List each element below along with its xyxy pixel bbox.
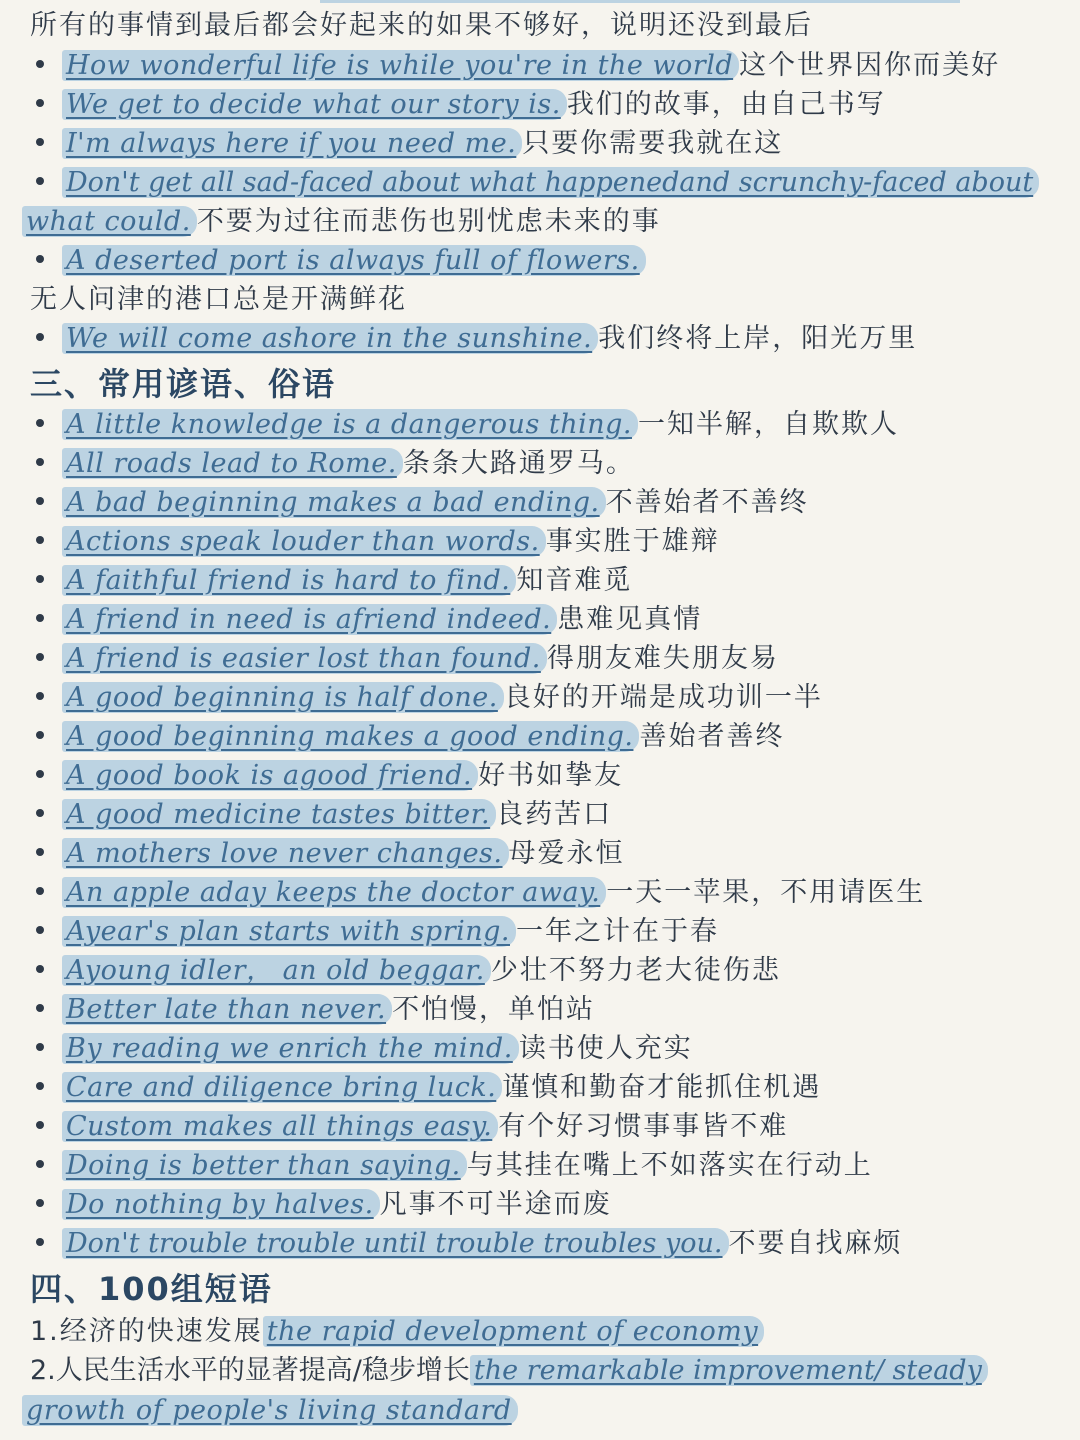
proverb-cn: 一知半解，自欺欺人 bbox=[638, 409, 900, 440]
quote-item bbox=[30, 126, 1060, 162]
proverb-item bbox=[30, 446, 1060, 482]
quote-item bbox=[30, 243, 1060, 279]
proverb-cn: 不善始者不善终 bbox=[605, 487, 809, 518]
phrase-item-continued bbox=[22, 1393, 1060, 1429]
phrase-en: the rapid development of economy bbox=[263, 1316, 764, 1347]
proverb-cn: 少壮不努力老大徒伤悲 bbox=[490, 955, 781, 986]
section-heading: 三、常用谚语、俗语 bbox=[30, 365, 337, 403]
bullet-icon bbox=[36, 138, 44, 146]
proverb-en: A good medicine tastes bitter. bbox=[62, 799, 496, 830]
proverb-cn: 知音难觅 bbox=[516, 565, 633, 596]
bullet-icon bbox=[36, 333, 44, 341]
phrase-en: the remarkable improvement/ steady bbox=[470, 1355, 988, 1386]
proverb-item bbox=[30, 1031, 1060, 1067]
proverb-cn: 得朋友难失朋友易 bbox=[546, 643, 779, 674]
proverb-en: Ayear's plan starts with spring. bbox=[62, 916, 516, 947]
phrase-item bbox=[30, 1314, 1060, 1350]
quote-en: Don't get all sad-faced about what happenedand scrunchy-faced about bbox=[62, 167, 1039, 198]
proverb-item bbox=[30, 1226, 1060, 1262]
bullet-icon bbox=[36, 458, 44, 466]
highlight-strip bbox=[320, 0, 960, 3]
proverb-item bbox=[30, 524, 1060, 560]
quote-item bbox=[30, 165, 1060, 201]
phrase-cn: 2.人民生活水平的显著提高/稳步增长 bbox=[30, 1355, 470, 1386]
proverb-en: A good beginning makes a good ending. bbox=[62, 721, 639, 752]
proverb-item bbox=[30, 836, 1060, 872]
proverb-item bbox=[30, 680, 1060, 716]
bullet-icon bbox=[36, 497, 44, 505]
proverb-en: Doing is better than saying. bbox=[62, 1150, 467, 1181]
bullet-icon bbox=[36, 965, 44, 973]
proverb-item bbox=[30, 797, 1060, 833]
proverb-cn: 不怕慢，单怕站 bbox=[392, 994, 596, 1025]
proverb-cn: 好书如挚友 bbox=[478, 760, 624, 791]
proverb-cn: 事实胜于雄辩 bbox=[545, 526, 720, 557]
proverb-cn: 母爱永恒 bbox=[508, 838, 625, 869]
proverb-cn: 善始者善终 bbox=[639, 721, 785, 752]
quote-en: We get to decide what our story is. bbox=[62, 89, 567, 120]
bullet-icon bbox=[36, 926, 44, 934]
quote-item bbox=[30, 48, 1060, 84]
bullet-icon bbox=[36, 99, 44, 107]
phrase-en: growth of people's living standard bbox=[22, 1395, 518, 1426]
proverb-en: Don't trouble trouble until trouble troubles you. bbox=[62, 1228, 729, 1259]
bullet-icon bbox=[36, 1238, 44, 1246]
quote-en: what could. bbox=[22, 206, 197, 237]
section-heading: 四、100组短语 bbox=[30, 1270, 273, 1308]
bullet-icon bbox=[36, 653, 44, 661]
proverb-item bbox=[30, 563, 1060, 599]
quote-item-continued bbox=[30, 282, 1060, 318]
proverb-cn: 不要自找麻烦 bbox=[728, 1228, 903, 1259]
bullet-icon bbox=[36, 692, 44, 700]
proverb-en: A little knowledge is a dangerous thing. bbox=[62, 409, 638, 440]
bullet-icon bbox=[36, 770, 44, 778]
intro-text: 所有的事情到最后都会好起来的如果不够好，说明还没到最后 bbox=[30, 10, 813, 41]
quote-en: How wonderful life is while you're in the world bbox=[62, 50, 739, 81]
phrase-item bbox=[30, 1353, 1060, 1389]
proverb-en: By reading we enrich the mind. bbox=[62, 1033, 519, 1064]
bullet-icon bbox=[36, 419, 44, 427]
proverb-en: Better late than never. bbox=[62, 994, 392, 1025]
proverb-en: A faithful friend is hard to find. bbox=[62, 565, 516, 596]
quote-cn: 我们的故事，由自己书写 bbox=[566, 89, 886, 120]
proverb-en: A friend in need is afriend indeed. bbox=[62, 604, 557, 635]
proverb-item bbox=[30, 719, 1060, 755]
bullet-icon bbox=[36, 731, 44, 739]
proverb-cn: 谨慎和勤奋才能抓住机遇 bbox=[502, 1072, 822, 1103]
quote-item bbox=[30, 87, 1060, 123]
quote-item bbox=[30, 321, 1060, 357]
quote-item-continued bbox=[22, 204, 1060, 240]
bullet-icon bbox=[36, 809, 44, 817]
proverb-item bbox=[30, 1109, 1060, 1145]
bullet-icon bbox=[36, 1004, 44, 1012]
proverb-cn: 与其挂在嘴上不如落实在行动上 bbox=[466, 1150, 873, 1181]
quote-en: I'm always here if you need me. bbox=[62, 128, 522, 159]
bullet-icon bbox=[36, 60, 44, 68]
proverb-en: Ayoung idler， an old beggar. bbox=[62, 955, 491, 986]
proverb-cn: 良药苦口 bbox=[496, 799, 613, 830]
proverb-en: A mothers love never changes. bbox=[62, 838, 509, 869]
proverb-en: A good beginning is half done. bbox=[62, 682, 504, 713]
bullet-icon bbox=[36, 1043, 44, 1051]
proverb-cn: 读书使人充实 bbox=[518, 1033, 693, 1064]
proverb-en: Do nothing by halves. bbox=[62, 1189, 380, 1220]
phrase-cn: 1.经济的快速发展 bbox=[30, 1316, 263, 1347]
bullet-icon bbox=[36, 1160, 44, 1168]
proverb-en: An apple aday keeps the doctor away. bbox=[62, 877, 606, 908]
bullet-icon bbox=[36, 887, 44, 895]
quote-en: We will come ashore in the sunshine. bbox=[62, 323, 598, 354]
intro-line bbox=[30, 8, 1060, 44]
proverb-cn: 患难见真情 bbox=[557, 604, 703, 635]
proverb-item bbox=[30, 875, 1060, 911]
bullet-icon bbox=[36, 177, 44, 185]
quote-cn: 这个世界因你而美好 bbox=[739, 50, 1001, 81]
proverb-cn: 一天一苹果，不用请医生 bbox=[606, 877, 926, 908]
bullet-icon bbox=[36, 1121, 44, 1129]
proverb-item bbox=[30, 407, 1060, 443]
proverb-en: Actions speak louder than words. bbox=[62, 526, 546, 557]
proverb-item bbox=[30, 953, 1060, 989]
proverb-item bbox=[30, 1187, 1060, 1223]
proverb-item bbox=[30, 1148, 1060, 1184]
proverb-item bbox=[30, 641, 1060, 677]
bullet-icon bbox=[36, 255, 44, 263]
bullet-icon bbox=[36, 614, 44, 622]
bullet-icon bbox=[36, 536, 44, 544]
proverb-item bbox=[30, 1070, 1060, 1106]
proverb-en: A good book is agood friend. bbox=[62, 760, 478, 791]
proverb-cn: 有个好习惯事事皆不难 bbox=[498, 1111, 789, 1142]
proverb-en: Care and diligence bring luck. bbox=[62, 1072, 502, 1103]
proverb-item bbox=[30, 992, 1060, 1028]
proverb-item bbox=[30, 914, 1060, 950]
proverb-item bbox=[30, 602, 1060, 638]
bullet-icon bbox=[36, 1082, 44, 1090]
quote-en: A deserted port is always full of flowers. bbox=[62, 245, 646, 276]
bullet-icon bbox=[36, 848, 44, 856]
proverb-item bbox=[30, 485, 1060, 521]
quote-cn: 不要为过往而悲伤也别忧虑未来的事 bbox=[196, 206, 661, 237]
proverb-en: A friend is easier lost than found. bbox=[62, 643, 547, 674]
bullet-icon bbox=[36, 575, 44, 583]
proverb-en: Custom makes all things easy. bbox=[62, 1111, 498, 1142]
proverb-en: All roads lead to Rome. bbox=[62, 448, 403, 479]
bullet-icon bbox=[36, 1199, 44, 1207]
proverb-cn: 一年之计在于春 bbox=[516, 916, 719, 947]
proverb-cn: 凡事不可半途而废 bbox=[379, 1189, 612, 1220]
quote-cn: 无人问津的港口总是开满鲜花 bbox=[30, 284, 407, 315]
proverb-item bbox=[30, 758, 1060, 794]
proverb-cn: 良好的开端是成功训一半 bbox=[503, 682, 823, 713]
quote-cn: 只要你需要我就在这 bbox=[522, 128, 784, 159]
quote-cn: 我们终将上岸，阳光万里 bbox=[598, 323, 918, 354]
proverb-cn: 条条大路通罗马。 bbox=[402, 448, 635, 479]
proverb-en: A bad beginning makes a bad ending. bbox=[62, 487, 606, 518]
